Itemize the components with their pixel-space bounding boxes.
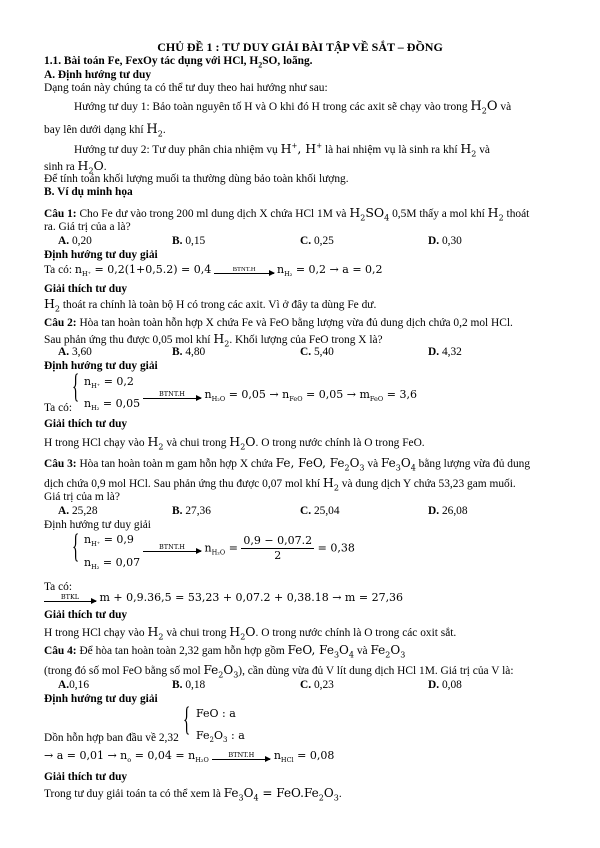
q3-arrow: BTNT.H [143,544,201,552]
q3-option-a: A. 25,28 [58,505,98,517]
q4-system-brace: { [183,701,191,738]
q3-option-d: D. 26,08 [428,505,468,517]
question-1-cont: ra. Giá trị của a là? [44,221,131,233]
q2-option-c: C. 5,40 [300,346,334,358]
q3-explain-text: H trong HCl chạy vào $H_2$ và chui trong $H_2O$. O trong nước chính là O trong các oxit sắt. [44,624,457,642]
question-2-text: Câu 2: Hòa tan hoàn toàn hỗn hợp X chứa Fe và FeO bằng lượng vừa đủ dung dịch chứa 0,2 mol HCl. [44,317,513,329]
question-4-cont: (trong đó số mol FeO bằng số mol $Fe_2O_3$), cần dùng vừa đủ V lít dung dịch HCl 1M. Giá trị của V là: [44,663,514,680]
section-heading: 1.1. Bài toán Fe, FexOy tác dụng với HCl, $H_2SO$, loãng. [44,55,313,70]
part-b-heading: B. Ví dụ minh họa [44,186,133,198]
approach-2-text: Hướng tư duy 2: Tư duy phân chia nhiệm vụ H+, H+ là hai nhiệm vụ là sinh ra khí $H_2$ và [74,141,490,159]
q4-option-d: D. 0,08 [428,679,462,691]
q1-explain-text: $H_2$ thoát ra chính là toàn bộ H có trong các axit. Vì ở đây ta dùng Fe dư. [44,296,377,314]
q1-explain-heading: Giải thích tư duy [44,283,128,295]
question-2-cont: Sau phản ứng thu được 0,05 mol khí $H_2$. Khối lượng của FeO trong X là? [44,331,383,349]
q3-system-brace: { [72,528,80,565]
q4-option-c: C. 0,23 [300,679,334,691]
q1-option-d: D. 0,30 [428,235,462,247]
q2-explain-heading: Giải thích tư duy [44,418,128,430]
q4-explain-text: Trong tư duy giải toán ta có thể xem là $Fe_3O_4 = FeO.Fe_2O_3$. [44,786,342,803]
q3-guide-heading: Định hướng tư duy giải [44,519,151,531]
approach-1-cont: bay lên dưới dạng khí $H_2$. [44,122,166,139]
q3-system-line-1: $n_{H^+} = 0,9$ [84,533,134,549]
q3-explain-heading: Giải thích tư duy [44,609,128,621]
q4-option-a: A.0,16 [58,679,90,691]
q4-arrow: BTNT.H [212,752,270,760]
q2-system-line-1: $n_{H^+} = 0,2$ [84,375,134,391]
approach-1-text: Hướng tư duy 1: Bảo toàn nguyên tố H và O khi đó H trong các axit sẽ chạy vào trong $H_2O$ và [74,99,512,116]
q4-system-line-2: $Fe_2O_3$ : a [196,729,245,745]
question-4-text: Câu 4: Để hòa tan hoàn toàn 2,32 gam hỗn hợp gồm FeO, $Fe_3O_4$ và $Fe_2O_3$ [44,643,406,660]
q4-convert-text: Dồn hỗn hợp ban đầu về 2,32 [44,732,179,744]
intro-text: Dạng toán này chúng ta có thể tư duy theo hai hướng như sau: [44,82,328,94]
note-text: Để tính toán khối lượng muối ta thường dùng bảo toàn khối lượng. [44,173,349,185]
q3-fraction: $\frac{0,9 - 0,07.2}{2}$ [243,534,313,562]
q1-option-c: C. 0,25 [300,235,334,247]
q2-arrow: BTNT.H [143,391,201,399]
q3-solution: BTNT.H $n_{H_2O}$ = $\frac{0,9 - 0,07.2}{2}$ = 0,38 [143,534,355,563]
question-3-cont: dịch chứa 0,9 mol HCl. Sau phản ứng thu được 0,07 mol khí $H_2$ và dung dịch Y chứa 53,23 gam muối. [44,475,516,493]
q2-taco: Ta có: [44,402,72,414]
q2-system-brace: { [72,368,80,405]
question-3-cont-2: Giá trị của m là? [44,491,120,503]
q4-solution: → $a = 0,01 \to n_o = 0,04 = n_{H_2O}$ BTNT.H $n_{HCl} = 0,08$ [44,749,335,765]
q3-option-b: B. 27,36 [172,505,211,517]
q1-solution: Ta có: $n_{H^+} = 0,2(1+0,5.2) = 0,4$ BTNT.H $n_{H_2} = 0,2 \to a = 0,2$ [44,263,383,279]
q2-system-line-2: $n_{H_2} = 0,05$ [84,397,141,413]
part-a-heading: A. Định hướng tư duy [44,69,152,81]
approach-2-cont: sinh ra $H_2O$. [44,158,107,176]
question-1-text: Câu 1: Cho Fe dư vào trong 200 ml dung dịch X chứa HCl 1M và $H_2SO_4$ 0,5M thấy a mol khí $H_2$ thoát [44,205,530,223]
q1-guide-heading: Định hướng tư duy giải [44,249,158,261]
page-title: CHỦ ĐỀ 1 : TƯ DUY GIẢI BÀI TẬP VỀ SẮT – ĐỒNG [157,40,443,54]
q2-option-a: A. 3,60 [58,346,92,358]
q2-explain-text: H trong HCl chạy vào $H_2$ và chui trong $H_2O$. O trong nước chính là O trong FeO. [44,434,425,452]
q2-option-d: D. 4,32 [428,346,462,358]
q1-option-b: B. 0,15 [172,235,206,247]
q3-option-c: C. 25,04 [300,505,340,517]
question-3-text: Câu 3: Hòa tan hoàn toàn m gam hỗn hợp X chứa Fe, FeO, $Fe_2O_3$ và $Fe_3O_4$ bằng lượng vừa đủ dung [44,456,531,473]
q2-guide-heading: Định hướng tư duy giải [44,360,158,372]
q4-option-b: B. 0,18 [172,679,206,691]
q3-balance-eq: BTKL m + 0,9.36,5 = 53,23 + 0,07.2 + 0,38.18 → m = 27,36 [44,591,570,605]
q4-guide-heading: Định hướng tư duy giải [44,693,158,705]
q4-system-line-1: FeO : a [196,707,236,720]
q3-system-line-2: $n_{H_2} = 0,07$ [84,556,141,572]
q2-solution: BTNT.H $n_{H_2O} = 0,05 \to n_{FeO} = 0,05 \to m_{FeO} = 3,6$ [143,388,417,403]
q3-taco: Ta có: [44,581,72,593]
q2-option-b: B. 4,80 [172,346,206,358]
q4-explain-heading: Giải thích tư duy [44,771,128,783]
q1-option-a: A. 0,20 [58,235,92,247]
q3-arrow-btkl: BTKL [44,594,96,602]
q1-arrow: BTNT.H [214,266,274,274]
